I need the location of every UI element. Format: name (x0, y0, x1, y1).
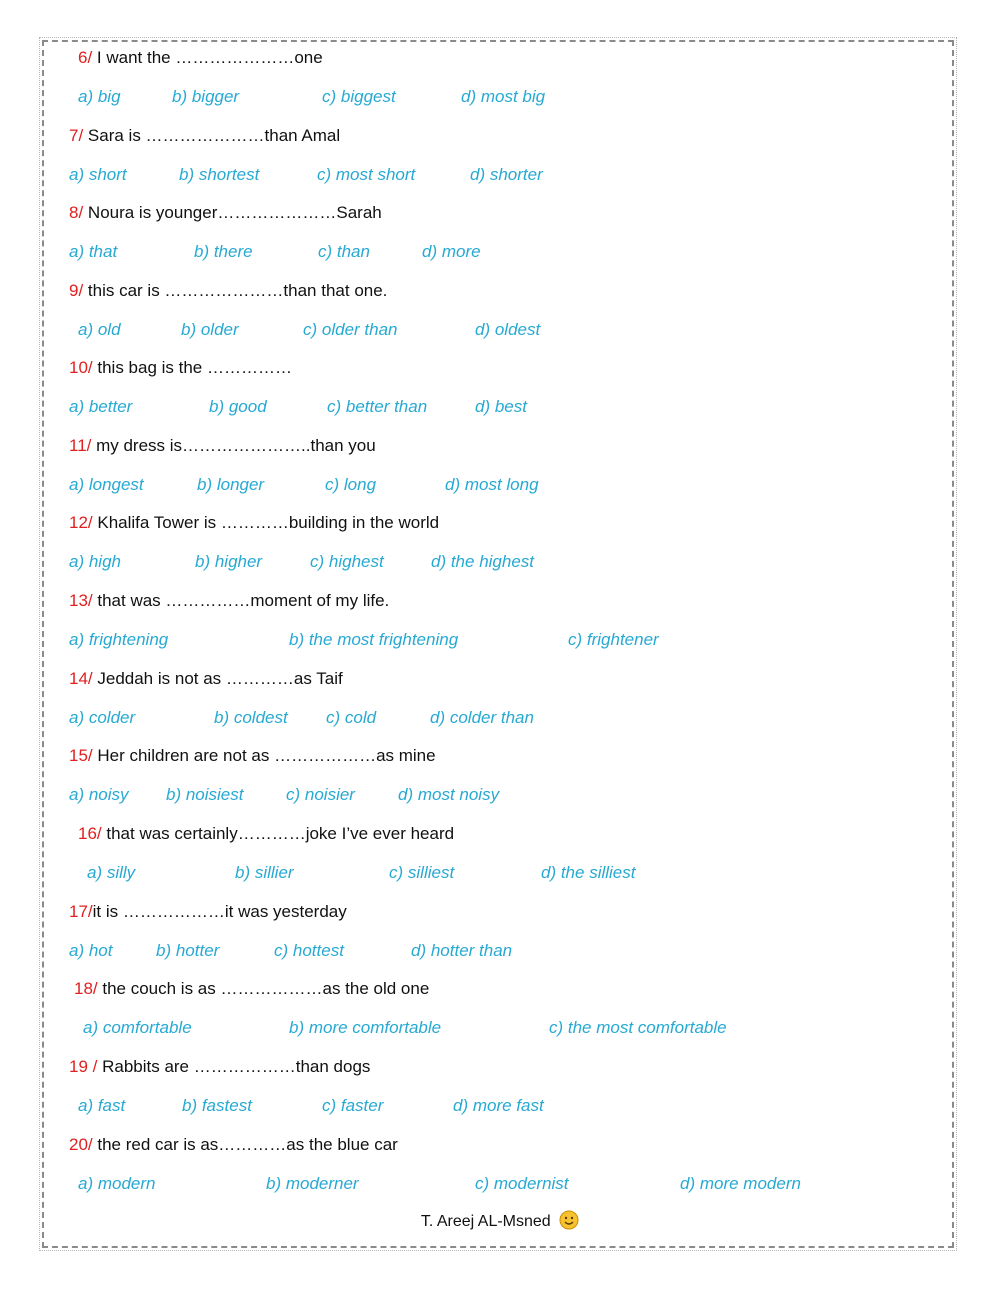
question-number: 17/ (69, 902, 93, 921)
answer-option[interactable]: c) modernist (475, 1174, 569, 1193)
answer-option[interactable]: c) hottest (274, 941, 344, 960)
answer-option[interactable]: a) silly (87, 863, 136, 882)
answer-option[interactable]: d) the silliest (541, 863, 636, 882)
question-text: this bag is the …………… (92, 358, 292, 377)
question-18 (74, 978, 429, 1000)
question-number: 18/ (74, 979, 98, 998)
question-text: Rabbits are ………………than dogs (97, 1057, 371, 1076)
answer-option[interactable]: d) the highest (431, 552, 535, 571)
answer-option[interactable]: c) long (325, 475, 377, 494)
author-name: T. Areej AL-Msned (420, 1213, 551, 1230)
question-number: 12/ (69, 513, 93, 532)
answer-option[interactable]: a) noisy (69, 785, 129, 804)
answer-option[interactable]: a) old (78, 320, 121, 339)
question-number: 19 / (69, 1057, 98, 1076)
answer-option[interactable]: d) more modern (680, 1174, 801, 1193)
answer-option[interactable]: d) more (422, 242, 481, 261)
answer-option[interactable]: b) there (194, 242, 253, 261)
question-19 (69, 1056, 370, 1078)
answer-option[interactable]: b) higher (195, 552, 263, 571)
answer-option[interactable]: c) noisier (286, 785, 355, 804)
question-text: my dress is…………………..than you (91, 436, 376, 455)
answer-option[interactable]: a) better (69, 397, 133, 416)
answer-option[interactable]: d) most long (445, 475, 539, 494)
answer-option[interactable]: a) fast (78, 1096, 126, 1115)
answer-option[interactable]: d) most noisy (398, 785, 500, 804)
question-6 (78, 47, 323, 69)
question-text: the couch is as ………………as the old one (97, 979, 430, 998)
answer-option[interactable]: a) colder (69, 708, 136, 727)
question-15 (69, 745, 436, 767)
answer-option[interactable]: c) older than (303, 320, 398, 339)
question-text: this car is …………………than that one. (83, 281, 388, 300)
answer-option[interactable]: b) the most frightening (289, 630, 459, 649)
answer-option[interactable]: b) sillier (235, 863, 294, 882)
answer-option[interactable]: c) the most comfortable (549, 1018, 727, 1037)
question-7 (69, 125, 340, 147)
answer-option[interactable]: a) that (69, 242, 118, 261)
answer-option[interactable]: c) than (318, 242, 370, 261)
answer-option[interactable]: c) faster (322, 1096, 384, 1115)
question-number: 10/ (69, 358, 93, 377)
answer-option[interactable]: a) comfortable (83, 1018, 192, 1037)
question-number: 11/ (69, 436, 92, 455)
answer-option[interactable]: a) modern (78, 1174, 156, 1193)
question-number: 14/ (69, 669, 93, 688)
answer-option[interactable]: d) hotter than (411, 941, 513, 960)
question-text: that was certainly…………joke I’ve ever heard (101, 824, 455, 843)
question-number: 13/ (69, 591, 93, 610)
answer-option[interactable]: c) better than (327, 397, 428, 416)
question-text: I want the …………………one (92, 48, 323, 67)
answer-option[interactable]: b) shortest (179, 165, 260, 184)
answer-option[interactable]: c) silliest (389, 863, 455, 882)
smiley-icon (559, 1210, 579, 1230)
answer-option[interactable]: c) cold (326, 708, 377, 727)
question-number: 8/ (69, 203, 84, 222)
answer-option[interactable]: d) best (475, 397, 527, 416)
answer-option[interactable]: d) colder than (430, 708, 534, 727)
answer-option[interactable]: d) more fast (453, 1096, 544, 1115)
question-number: 7/ (69, 126, 84, 145)
question-text: Noura is younger…………………Sarah (83, 203, 382, 222)
answer-option[interactable]: b) good (209, 397, 267, 416)
answer-option[interactable]: b) older (181, 320, 239, 339)
answer-option[interactable]: b) moderner (266, 1174, 359, 1193)
question-9 (69, 280, 387, 302)
answer-option[interactable]: a) short (69, 165, 127, 184)
answer-option[interactable]: b) bigger (172, 87, 240, 106)
answer-option[interactable]: c) biggest (322, 87, 396, 106)
question-12 (69, 512, 439, 534)
question-20 (69, 1134, 398, 1156)
question-number: 9/ (69, 281, 84, 300)
answer-option[interactable]: a) frightening (69, 630, 169, 649)
answer-option[interactable]: d) most big (461, 87, 546, 106)
answer-option[interactable]: c) most short (317, 165, 416, 184)
answer-option[interactable]: b) longer (197, 475, 265, 494)
question-text: that was ……………moment of my life. (92, 591, 390, 610)
answer-option[interactable]: c) highest (310, 552, 384, 571)
question-text: Sara is …………………than Amal (83, 126, 341, 145)
answer-option[interactable]: b) fastest (182, 1096, 252, 1115)
question-text: Her children are not as ………………as mine (92, 746, 436, 765)
question-number: 16/ (78, 824, 102, 843)
answer-option[interactable]: b) coldest (214, 708, 288, 727)
question-number: 15/ (69, 746, 93, 765)
question-number: 6/ (78, 48, 93, 67)
question-13 (69, 590, 389, 612)
question-text: the red car is as…………as the blue car (92, 1135, 398, 1154)
question-text: Khalifa Tower is …………building in the world (92, 513, 440, 532)
question-text: it is ………………it was yesterday (92, 902, 347, 921)
answer-option[interactable]: d) oldest (475, 320, 541, 339)
footer (0, 1210, 1000, 1231)
answer-option[interactable]: a) hot (69, 941, 113, 960)
answer-option[interactable]: b) hotter (156, 941, 220, 960)
question-17 (69, 901, 347, 923)
answer-option[interactable]: a) big (78, 87, 121, 106)
answer-option[interactable]: a) high (69, 552, 121, 571)
question-text: Jeddah is not as …………as Taif (92, 669, 343, 688)
answer-option[interactable]: c) frightener (568, 630, 659, 649)
answer-option[interactable]: a) longest (69, 475, 144, 494)
answer-option[interactable]: d) shorter (470, 165, 543, 184)
question-number: 20/ (69, 1135, 93, 1154)
question-11 (69, 435, 376, 457)
question-8 (69, 202, 382, 224)
question-10 (69, 357, 292, 379)
question-16 (78, 823, 454, 845)
question-14 (69, 668, 343, 690)
answer-option[interactable]: b) more comfortable (289, 1018, 442, 1037)
answer-option[interactable]: b) noisiest (166, 785, 244, 804)
